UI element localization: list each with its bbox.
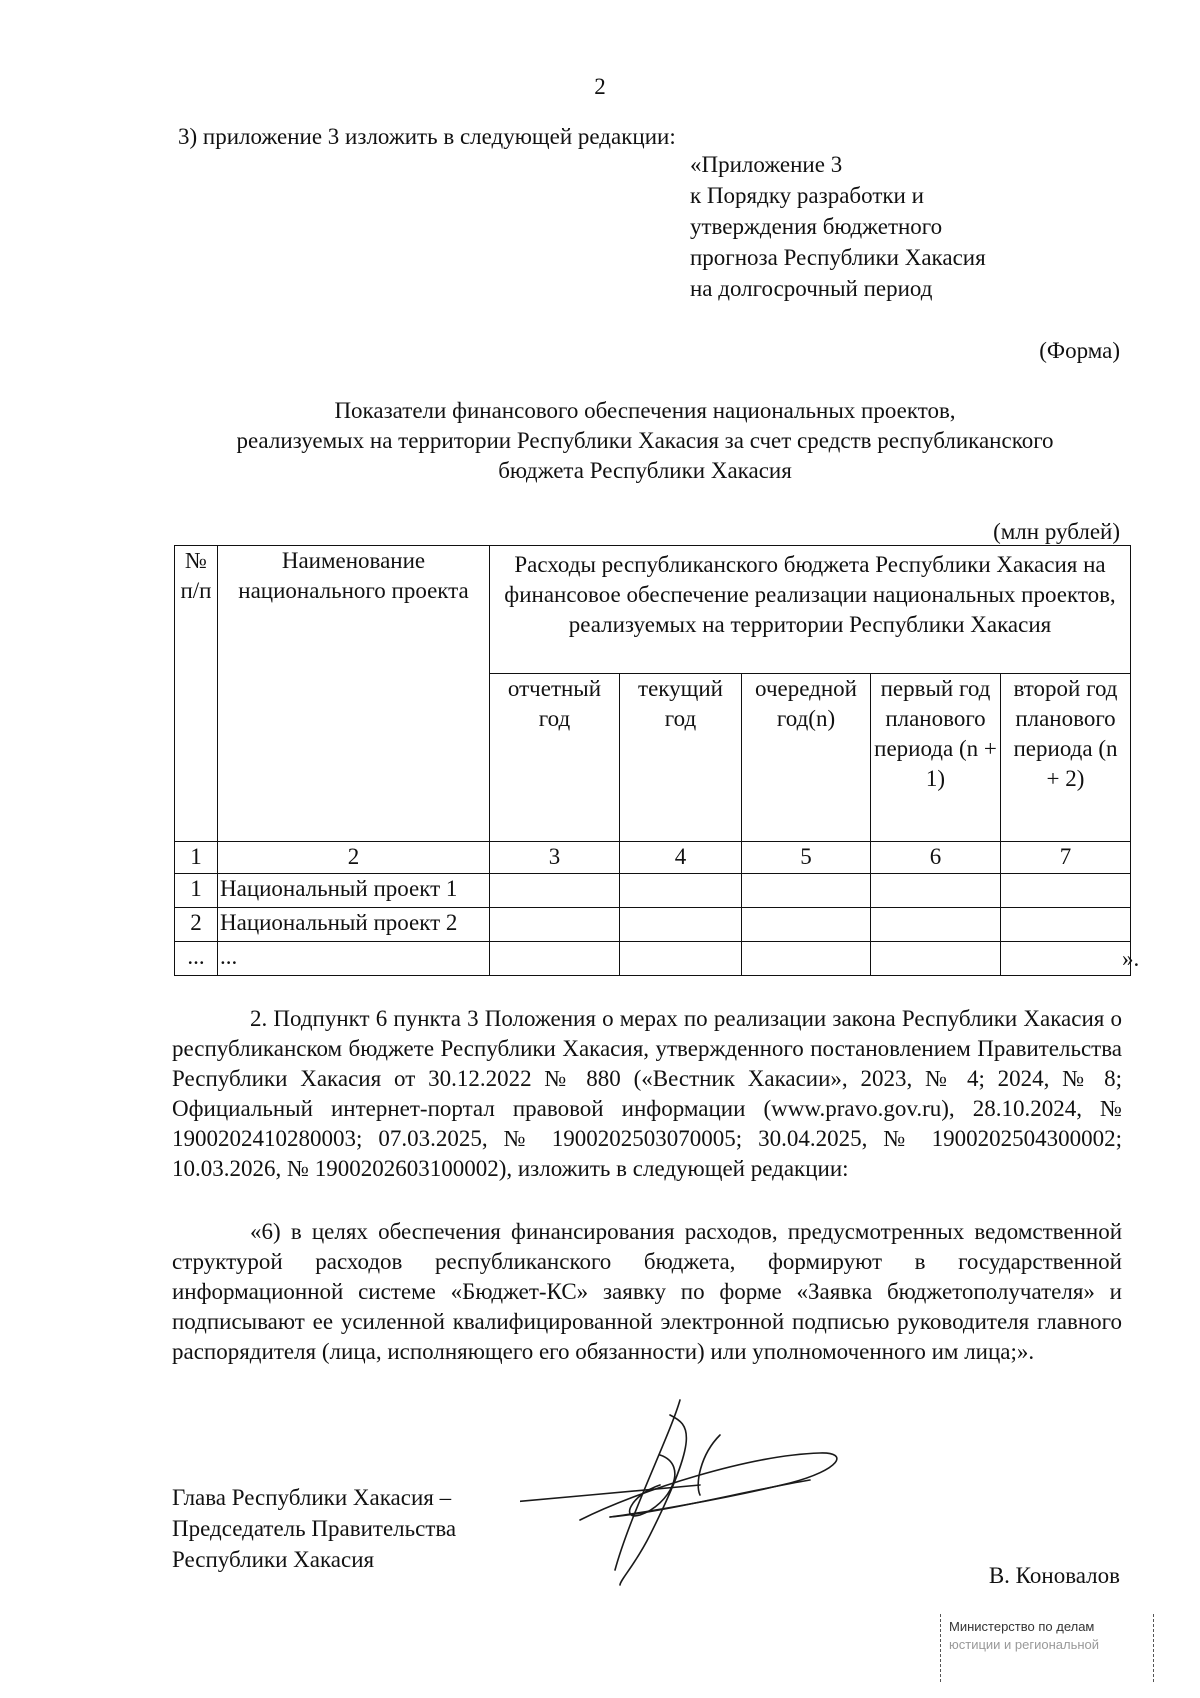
subheader-plan-year-1: первый год планового периода (n + 1) (871, 674, 1001, 842)
column-number: 4 (620, 842, 742, 874)
header-col-expenses: Расходы республиканского бюджета Республики Хакасия на финансовое обеспечение реализации национальных проектов, реализуемых на территории Республики Хакасия (490, 546, 1131, 674)
paragraph-3 (172, 1217, 1122, 1367)
registration-stamp (940, 1614, 1154, 1682)
table-row (175, 874, 1131, 908)
value-cell (871, 874, 1001, 908)
table-row (175, 942, 1131, 976)
page-number: 2 (594, 74, 606, 99)
column-number: 6 (871, 842, 1001, 874)
table-row (175, 908, 1131, 942)
value-cell (490, 908, 620, 942)
column-number: 3 (490, 842, 620, 874)
paragraph-2 (172, 1004, 1122, 1184)
value-cell (490, 942, 620, 976)
signer-name: В. Коновалов (988, 1563, 1120, 1588)
column-number: 7 (1001, 842, 1131, 874)
project-name: Национальный проект 1 (218, 874, 490, 908)
units-label: (млн рублей) (993, 519, 1120, 544)
value-cell (620, 942, 742, 976)
appendix-header-line: прогноза Республики Хакасия (690, 245, 986, 270)
value-cell (1001, 908, 1131, 942)
row-number: ... (175, 942, 218, 976)
row-number: 2 (175, 908, 218, 942)
stamp-line: юстиции и региональной (949, 1637, 1100, 1652)
paragraph-2-text: 2. Подпункт 6 пункта 3 Положения о мерах по реализации закона Республики Хакасия о республиканском бюджете Республики Хакасия, утвержденного постановлением Правительства Республики Хакасия от 30.12.2022 № 880 («Вестник Хакасии», 2023, № 4; 2024, № 8; Официальный интернет-портал правовой информации (www.pravo.gov.ru), 28.10.2024, № 1900202410280003; 07.03.2025, № 1900202503070005; 30.04.2025, № 1900202504300002; 10.03.2026, № 1900202603100002), изложить в следующей редакции: (172, 1006, 1122, 1181)
appendix-header-line: «Приложение 3 (690, 152, 843, 177)
title-line: бюджета Республики Хакасия (498, 458, 792, 483)
column-number: 1 (175, 842, 218, 874)
value-cell (1001, 942, 1131, 976)
value-cell (742, 908, 871, 942)
subheader-reporting-year: отчетный год (490, 674, 620, 842)
value-cell (871, 942, 1001, 976)
handwritten-signature (520, 1395, 900, 1595)
document-title (120, 396, 1170, 486)
signer-title-line: Председатель Правительства (172, 1516, 457, 1541)
closing-quote: ». (1122, 946, 1140, 971)
title-line: Показатели финансового обеспечения национальных проектов, (334, 398, 956, 423)
item-3-text: 3) приложение 3 изложить в следующей редакции: (178, 124, 676, 149)
subheader-next-year: очередной год(n) (742, 674, 871, 842)
appendix-header (690, 150, 986, 305)
title-line: реализуемых на территории Республики Хакасия за счет средств республиканского (236, 428, 1054, 453)
paragraph-3-text: «6) в целях обеспечения финансирования расходов, предусмотренных ведомственной структурой расходов республиканского бюджета, формируют в государственной информационной системе «Бюджет-КС» заявку по форме «Заявка бюджетополучателя» и подписывают ее усиленной квалифицированной электронной подписью руководителя главного распорядителя (лица, исполняющего его обязанности) или уполномоченного им лица;». (172, 1219, 1122, 1364)
row-number: 1 (175, 874, 218, 908)
form-label: (Форма) (1039, 338, 1120, 363)
project-name: Национальный проект 2 (218, 908, 490, 942)
subheader-current-year: текущий год (620, 674, 742, 842)
signer-title (172, 1483, 456, 1576)
value-cell (490, 874, 620, 908)
value-cell (620, 908, 742, 942)
header-col-name: Наименование национального проекта (218, 546, 490, 842)
column-number: 5 (742, 842, 871, 874)
header-col-number: № п/п (175, 546, 218, 842)
indicators-table (174, 545, 1131, 976)
value-cell (620, 874, 742, 908)
column-number: 2 (218, 842, 490, 874)
value-cell (1001, 874, 1131, 908)
signer-title-line: Глава Республики Хакасия – (172, 1485, 452, 1510)
value-cell (742, 942, 871, 976)
appendix-header-line: к Порядку разработки и (690, 183, 924, 208)
subheader-plan-year-2: второй год планового периода (n + 2) (1001, 674, 1131, 842)
signer-title-line: Республики Хакасия (172, 1547, 375, 1572)
project-name: ... (218, 942, 490, 976)
appendix-header-line: утверждения бюджетного (690, 214, 943, 239)
appendix-header-line: на долгосрочный период (690, 276, 933, 301)
value-cell (871, 908, 1001, 942)
stamp-line: Министерство по делам (949, 1619, 1095, 1634)
value-cell (742, 874, 871, 908)
